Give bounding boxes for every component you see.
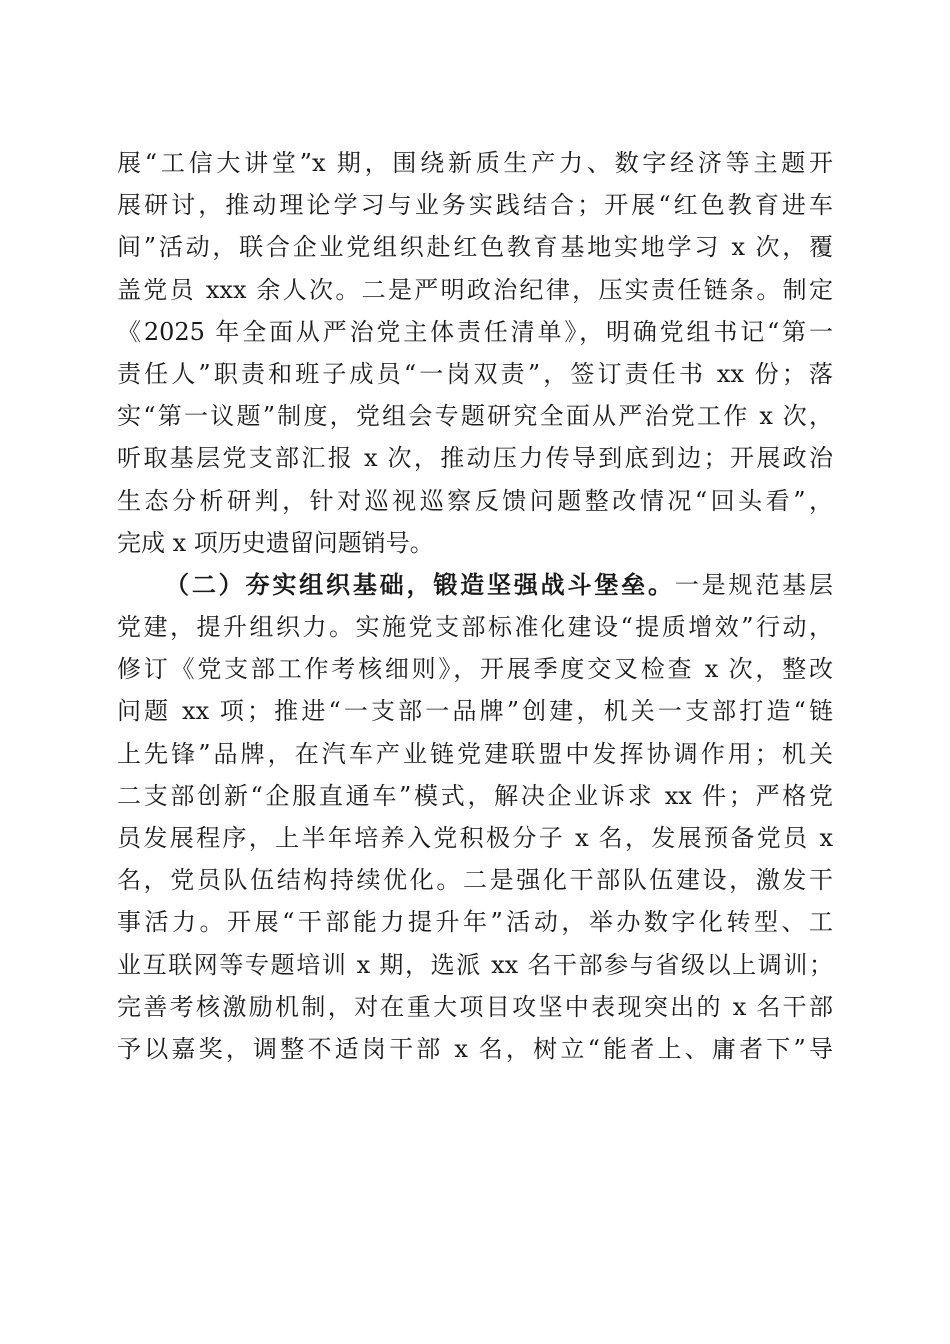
paragraph-line: 名，党员队伍结构持续优化。二是强化干部队伍建设，激发干 — [117, 866, 833, 895]
paragraph-line: 二支部创新“企服直通车”模式，解决企业诉求 xx 件；严格党 — [117, 781, 833, 810]
paragraph-line: 生态分析研判，针对巡视巡察反馈问题整改情况“回头看”， — [117, 486, 833, 515]
paragraph-line-rest: 一是规范基层 — [674, 570, 833, 599]
paragraph-line: 听取基层党支部汇报 x 次，推动压力传导到底到边；开展政治 — [117, 444, 833, 473]
paragraph-line: 展研讨，推动理论学习与业务实践结合；开展“红色教育进车 — [117, 191, 833, 220]
paragraph-line: 《2025 年全面从严治党主体责任清单》，明确党组书记“第一 — [117, 317, 833, 346]
paragraph-line: 员发展程序，上半年培养入党积极分子 x 名，发展预备党员 x — [117, 824, 833, 852]
paragraph-line: 完成 x 项历史遗留问题销号。 — [117, 528, 434, 557]
paragraph-line: 上先锋”品牌，在汽车产业链党建联盟中发挥协调作用；机关 — [117, 739, 833, 768]
paragraph-line: 业互联网等专题培训 x 期，选派 xx 名干部参与省级以上调训； — [117, 950, 833, 979]
paragraph-line: 责任人”职责和班子成员“一岗双责”，签订责任书 xx 份；落 — [117, 359, 833, 388]
paragraph-line: 完善考核激励机制，对在重大项目攻坚中表现突出的 x 名干部 — [117, 992, 833, 1021]
paragraph-line: 实“第一议题”制度，党组会专题研究全面从严治党工作 x 次， — [117, 402, 833, 431]
paragraph-line: 问题 xx 项；推进“一支部一品牌”创建，机关一支部打造“链 — [117, 697, 833, 726]
paragraph-line: 盖党员 xxx 余人次。二是严明政治纪律，压实责任链条。制定 — [117, 275, 833, 304]
paragraph-line: 修订《党支部工作考核细则》，开展季度交叉检查 x 次，整改 — [117, 655, 833, 684]
paragraph-line: 展“工信大讲堂”x 期，围绕新质生产力、数字经济等主题开 — [117, 149, 833, 177]
paragraph-line: 予以嘉奖，调整不适岗干部 x 名，树立“能者上、庸者下”导 — [117, 1034, 833, 1063]
paragraph-1 — [117, 142, 833, 564]
paragraph-line: 党建，提升组织力。实施党支部标准化建设“提质增效”行动， — [117, 613, 833, 642]
document-body — [117, 142, 833, 1070]
paragraph-2 — [117, 564, 833, 1070]
paragraph-line: 间”活动，联合企业党组织赴红色教育基地实地学习 x 次，覆 — [117, 233, 833, 262]
paragraph-line: 事活力。开展“干部能力提升年”活动，举办数字化转型、工 — [117, 908, 833, 937]
paragraph-first-line — [117, 564, 833, 606]
section-heading: （二）夯实组织基础，锻造坚强战斗堡垒。 — [165, 569, 675, 599]
